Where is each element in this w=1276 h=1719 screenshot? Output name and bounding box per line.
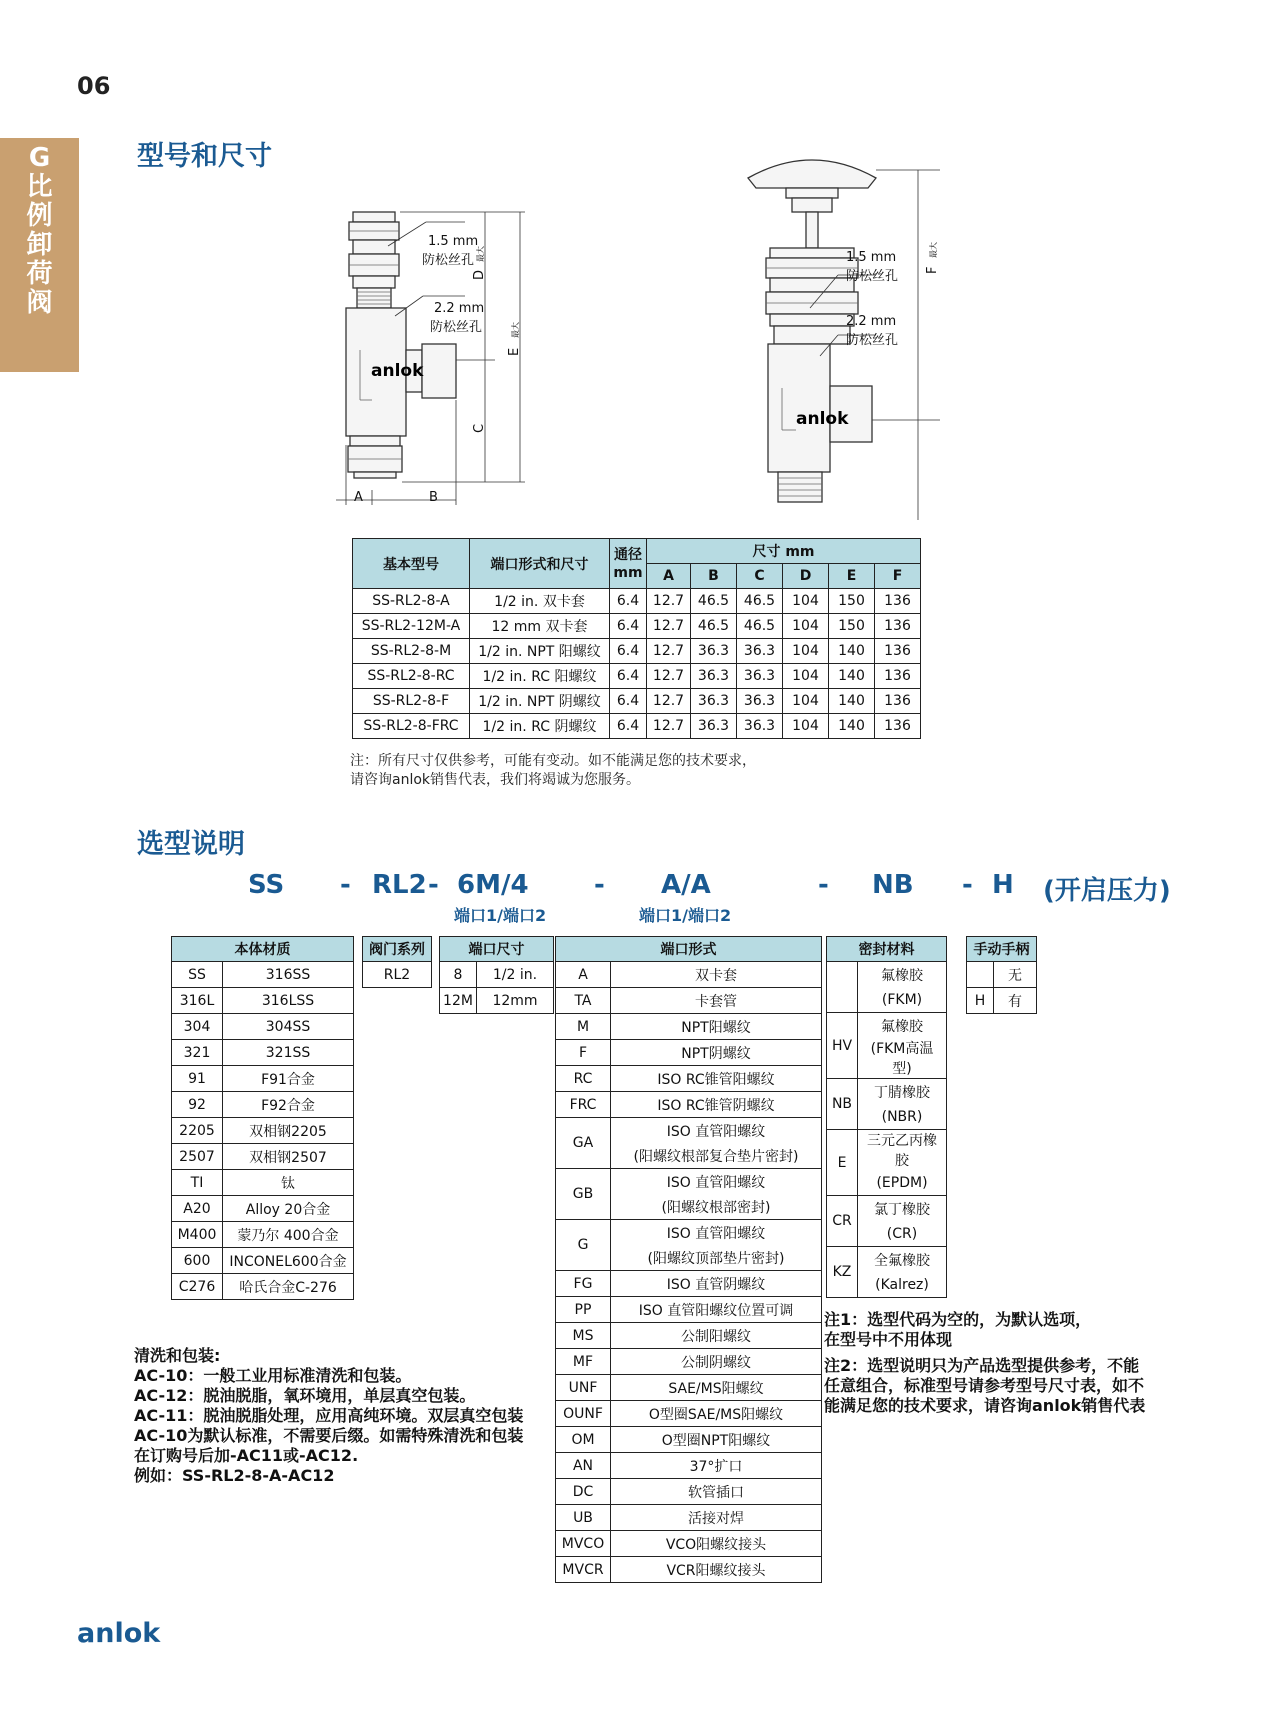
table-row bbox=[556, 1557, 822, 1583]
table-row bbox=[556, 1271, 822, 1297]
seal-code: KZ bbox=[827, 1247, 858, 1298]
material-desc: 双相钢2205 bbox=[223, 1118, 354, 1144]
material-code: 304 bbox=[172, 1014, 223, 1040]
code-port: A/A bbox=[661, 870, 711, 900]
port-desc: O型圈NPT阳螺纹 bbox=[611, 1427, 822, 1453]
cell-dim: 36.3 bbox=[691, 664, 737, 689]
table-row bbox=[556, 962, 822, 988]
dim-d-max: 最大 bbox=[476, 246, 485, 262]
cell-dim: 104 bbox=[783, 639, 829, 664]
seal-desc: 全氟橡胶 bbox=[858, 1247, 947, 1273]
selection-notes bbox=[824, 1310, 1145, 1416]
cell-port: 1/2 in. 双卡套 bbox=[470, 589, 610, 614]
valve-drawing-left bbox=[330, 200, 560, 515]
cell-model: SS-RL2-12M-A bbox=[353, 614, 470, 639]
table-row bbox=[556, 1066, 822, 1092]
cell-dim: 136 bbox=[875, 714, 921, 739]
port-code: UB bbox=[556, 1505, 611, 1531]
port-desc: (阳螺纹根部密封) bbox=[611, 1194, 822, 1220]
material-code: 91 bbox=[172, 1066, 223, 1092]
size-desc: 12mm bbox=[477, 988, 554, 1014]
cell-port: 1/2 in. NPT 阳螺纹 bbox=[470, 639, 610, 664]
hole1-label-right: 防松丝孔 bbox=[846, 269, 899, 284]
port-size-table bbox=[439, 936, 554, 1014]
cleaning-line: 清洗和包装: bbox=[134, 1346, 221, 1365]
cell-dim: 150 bbox=[829, 614, 875, 639]
code-pressure: (开启压力) bbox=[1043, 876, 1171, 906]
port-code: G bbox=[556, 1220, 611, 1271]
table-row bbox=[556, 1169, 822, 1195]
material-desc: 钛 bbox=[223, 1170, 354, 1196]
table-row bbox=[967, 988, 1037, 1014]
table-row bbox=[556, 1479, 822, 1505]
seal-desc: 丁腈橡胶 bbox=[858, 1079, 947, 1105]
material-desc: F91合金 bbox=[223, 1066, 354, 1092]
seal-desc: (NBR) bbox=[858, 1104, 947, 1130]
section-title-selection: 选型说明 bbox=[137, 829, 245, 860]
dim-e: E bbox=[507, 347, 522, 356]
seal-desc: (EPDM) bbox=[858, 1170, 947, 1196]
side-tab-char: 卸 bbox=[26, 230, 53, 260]
table-row bbox=[172, 1092, 354, 1118]
cell-dim: 46.5 bbox=[737, 589, 783, 614]
port-desc: NPT阳螺纹 bbox=[611, 1014, 822, 1040]
port-desc: 公制阳螺纹 bbox=[611, 1323, 822, 1349]
cell-dim: 140 bbox=[829, 689, 875, 714]
table-row bbox=[556, 1401, 822, 1427]
material-table bbox=[171, 936, 354, 1300]
port-code: OM bbox=[556, 1427, 611, 1453]
table-row bbox=[353, 689, 921, 714]
header-size: 尺寸 mm bbox=[647, 539, 921, 564]
dim-a: A bbox=[354, 490, 363, 505]
note-line: 注：所有尺寸仅供参考，可能有变动。如不能满足您的技术要求， bbox=[350, 753, 756, 769]
table-row bbox=[556, 1531, 822, 1557]
dimension-note bbox=[350, 752, 756, 790]
cell-port: 1/2 in. RC 阴螺纹 bbox=[470, 714, 610, 739]
seal-table bbox=[826, 936, 947, 1298]
table-row bbox=[556, 1014, 822, 1040]
port-desc: SAE/MS阳螺纹 bbox=[611, 1375, 822, 1401]
cell-orifice: 6.4 bbox=[610, 714, 647, 739]
port-desc: ISO 直管阳螺纹 bbox=[611, 1169, 822, 1195]
table-row bbox=[353, 614, 921, 639]
material-code: 2205 bbox=[172, 1118, 223, 1144]
table-row bbox=[172, 1014, 354, 1040]
header-col: D bbox=[783, 564, 829, 589]
cleaning-line: AC-11：脱油脱脂处理，应用高纯环境。双层真空包装 bbox=[134, 1406, 524, 1425]
table-row bbox=[556, 1220, 822, 1246]
table-row bbox=[172, 1196, 354, 1222]
cell-dim: 12.7 bbox=[647, 714, 691, 739]
cell-dim: 104 bbox=[783, 614, 829, 639]
cell-dim: 12.7 bbox=[647, 589, 691, 614]
dimension-table bbox=[352, 538, 921, 739]
port-desc: (阳螺纹顶部垫片密封) bbox=[611, 1245, 822, 1271]
port-code: TA bbox=[556, 988, 611, 1014]
port-code: MVCO bbox=[556, 1531, 611, 1557]
note-line: 在型号中不用体现 bbox=[824, 1330, 953, 1349]
handle-table bbox=[966, 936, 1037, 1014]
table-row bbox=[172, 1118, 354, 1144]
cell-orifice: 6.4 bbox=[610, 639, 647, 664]
side-tab-char: 荷 bbox=[26, 259, 53, 289]
note-line: 任意组合，标准型号请参考型号尺寸表，如不 bbox=[824, 1376, 1145, 1395]
cleaning-notes bbox=[134, 1346, 523, 1486]
code-dash: - bbox=[594, 870, 605, 900]
material-code: SS bbox=[172, 962, 223, 988]
handle-title: 手动手柄 bbox=[967, 937, 1037, 962]
series-value: RL2 bbox=[363, 962, 432, 988]
section-title-models: 型号和尺寸 bbox=[137, 141, 272, 172]
material-code: 2507 bbox=[172, 1144, 223, 1170]
table-row bbox=[556, 1505, 822, 1531]
port-desc: ISO 直管阳螺纹 bbox=[611, 1118, 822, 1144]
dim-e-max: 最大 bbox=[511, 322, 520, 338]
table-row bbox=[556, 1453, 822, 1479]
dim-b: B bbox=[429, 490, 438, 505]
cell-model: SS-RL2-8-M bbox=[353, 639, 470, 664]
table-row bbox=[353, 589, 921, 614]
hole2-label-right: 防松丝孔 bbox=[846, 333, 899, 348]
port-desc: VCR阳螺纹接头 bbox=[611, 1557, 822, 1583]
series-table bbox=[362, 936, 432, 988]
header-col: B bbox=[691, 564, 737, 589]
material-code: 92 bbox=[172, 1092, 223, 1118]
cell-dim: 36.3 bbox=[691, 639, 737, 664]
table-row bbox=[827, 1013, 947, 1039]
seal-desc: 氯丁橡胶 bbox=[858, 1196, 947, 1222]
port-label: 端口1/端口2 bbox=[454, 906, 547, 925]
cell-dim: 36.3 bbox=[737, 714, 783, 739]
code-dash: - bbox=[818, 870, 829, 900]
port-code: GA bbox=[556, 1118, 611, 1169]
header-orifice: 通径 mm bbox=[610, 539, 647, 589]
cell-dim: 140 bbox=[829, 714, 875, 739]
material-desc: INCONEL600合金 bbox=[223, 1248, 354, 1274]
table-row bbox=[172, 1066, 354, 1092]
cell-orifice: 6.4 bbox=[610, 689, 647, 714]
port-code: MS bbox=[556, 1323, 611, 1349]
port-code: AN bbox=[556, 1453, 611, 1479]
cell-dim: 12.7 bbox=[647, 614, 691, 639]
table-row bbox=[827, 1247, 947, 1273]
port-code: GB bbox=[556, 1169, 611, 1220]
code-rl2: RL2 bbox=[372, 870, 427, 900]
port-desc: VCO阳螺纹接头 bbox=[611, 1531, 822, 1557]
code-ss: SS bbox=[248, 870, 285, 900]
hole2-size: 2.2 mm bbox=[434, 301, 485, 316]
port-desc: NPT阴螺纹 bbox=[611, 1040, 822, 1066]
note-line: 注2：选型说明只为产品选型提供参考，不能 bbox=[824, 1356, 1140, 1375]
page-number: 06 bbox=[77, 72, 111, 100]
material-desc: 304SS bbox=[223, 1014, 354, 1040]
cell-orifice: 6.4 bbox=[610, 664, 647, 689]
hole1-label: 防松丝孔 bbox=[422, 253, 475, 268]
port-desc: ISO 直管阳螺纹位置可调 bbox=[611, 1297, 822, 1323]
material-code: A20 bbox=[172, 1196, 223, 1222]
port-code: MVCR bbox=[556, 1557, 611, 1583]
dim-f-max: 最大 bbox=[929, 242, 938, 258]
seal-code: NB bbox=[827, 1079, 858, 1130]
cleaning-line: AC-10为默认标准，不需要后缀。如需特殊清洗和包装 bbox=[134, 1426, 524, 1445]
cell-dim: 46.5 bbox=[691, 614, 737, 639]
cell-dim: 12.7 bbox=[647, 664, 691, 689]
hole2-size-right: 2.2 mm bbox=[846, 314, 897, 329]
seal-desc: 氟橡胶 bbox=[858, 1013, 947, 1039]
port-code: A bbox=[556, 962, 611, 988]
code-dash: - bbox=[962, 870, 973, 900]
table-row bbox=[556, 1118, 822, 1144]
table-row bbox=[827, 962, 947, 988]
header-model: 基本型号 bbox=[353, 539, 470, 589]
port-code: PP bbox=[556, 1297, 611, 1323]
header-col: A bbox=[647, 564, 691, 589]
cell-dim: 104 bbox=[783, 664, 829, 689]
material-desc: 316LSS bbox=[223, 988, 354, 1014]
port-code: FG bbox=[556, 1271, 611, 1297]
port-desc: (阳螺纹根部复合垫片密封) bbox=[611, 1143, 822, 1169]
table-row bbox=[172, 1144, 354, 1170]
brand-mark-right: anlok bbox=[796, 409, 849, 429]
table-row bbox=[172, 1248, 354, 1274]
material-code: 321 bbox=[172, 1040, 223, 1066]
material-desc: 蒙乃尔 400合金 bbox=[223, 1222, 354, 1248]
cell-dim: 36.3 bbox=[737, 639, 783, 664]
port-label: 端口1/端口2 bbox=[639, 906, 732, 925]
port-desc: 37°扩口 bbox=[611, 1453, 822, 1479]
hole1-size: 1.5 mm bbox=[428, 234, 479, 249]
handle-desc: 无 bbox=[994, 962, 1037, 988]
cell-dim: 46.5 bbox=[691, 589, 737, 614]
table-row bbox=[967, 962, 1037, 988]
dim-c: C bbox=[472, 423, 487, 433]
table-row bbox=[440, 962, 554, 988]
port-code: FRC bbox=[556, 1092, 611, 1118]
handle-code bbox=[967, 962, 994, 988]
cell-port: 12 mm 双卡套 bbox=[470, 614, 610, 639]
size-code: 12M bbox=[440, 988, 477, 1014]
seal-desc: 氟橡胶 bbox=[858, 962, 947, 988]
header-port: 端口形式和尺寸 bbox=[470, 539, 610, 589]
cell-dim: 136 bbox=[875, 589, 921, 614]
table-row bbox=[827, 1130, 947, 1171]
hole1-size-right: 1.5 mm bbox=[846, 250, 897, 265]
table-row bbox=[556, 1040, 822, 1066]
header-col: E bbox=[829, 564, 875, 589]
cell-dim: 136 bbox=[875, 614, 921, 639]
port-code: UNF bbox=[556, 1375, 611, 1401]
dim-d: D bbox=[472, 269, 487, 280]
code-handle: H bbox=[992, 870, 1014, 900]
port-desc: 软管插口 bbox=[611, 1479, 822, 1505]
cell-model: SS-RL2-8-RC bbox=[353, 664, 470, 689]
port-code: F bbox=[556, 1040, 611, 1066]
cleaning-line: AC-12：脱油脱脂，氧环境用，单层真空包装。 bbox=[134, 1386, 476, 1405]
table-row bbox=[827, 1079, 947, 1105]
material-desc: 双相钢2507 bbox=[223, 1144, 354, 1170]
side-tab-char: 比 bbox=[26, 172, 53, 202]
cell-dim: 150 bbox=[829, 589, 875, 614]
cell-dim: 136 bbox=[875, 689, 921, 714]
table-row bbox=[172, 1274, 354, 1300]
port-desc: O型圈SAE/MS阳螺纹 bbox=[611, 1401, 822, 1427]
table-row bbox=[556, 1092, 822, 1118]
port-desc: 公制阴螺纹 bbox=[611, 1349, 822, 1375]
seal-code: CR bbox=[827, 1196, 858, 1247]
material-desc: 321SS bbox=[223, 1040, 354, 1066]
port-type-table bbox=[555, 936, 822, 1583]
port-code: RC bbox=[556, 1066, 611, 1092]
note-line: 能满足您的技术要求，请咨询anlok销售代表 bbox=[824, 1396, 1146, 1415]
port-code: DC bbox=[556, 1479, 611, 1505]
material-desc: Alloy 20合金 bbox=[223, 1196, 354, 1222]
table-row bbox=[172, 1222, 354, 1248]
seal-code: HV bbox=[827, 1013, 858, 1079]
valve-drawing-right bbox=[740, 150, 950, 520]
port-desc: ISO 直管阳螺纹 bbox=[611, 1220, 822, 1246]
brand-logo: anlok bbox=[77, 1618, 161, 1649]
cell-orifice: 6.4 bbox=[610, 589, 647, 614]
code-size: 6M/4 bbox=[457, 870, 529, 900]
seal-desc: (FKM) bbox=[858, 987, 947, 1013]
port-code: MF bbox=[556, 1349, 611, 1375]
table-row bbox=[172, 988, 354, 1014]
handle-desc: 有 bbox=[994, 988, 1037, 1014]
hole2-label: 防松丝孔 bbox=[430, 320, 483, 335]
material-desc: 哈氏合金C-276 bbox=[223, 1274, 354, 1300]
material-code: 316L bbox=[172, 988, 223, 1014]
size-code: 8 bbox=[440, 962, 477, 988]
port-desc: ISO 直管阴螺纹 bbox=[611, 1271, 822, 1297]
dim-f: F bbox=[925, 266, 940, 274]
cell-dim: 104 bbox=[783, 589, 829, 614]
header-col: F bbox=[875, 564, 921, 589]
material-code: TI bbox=[172, 1170, 223, 1196]
table-row bbox=[353, 664, 921, 689]
code-dash: - bbox=[428, 870, 439, 900]
material-code: 600 bbox=[172, 1248, 223, 1274]
port-desc: ISO RC锥管阴螺纹 bbox=[611, 1092, 822, 1118]
seal-desc: (CR) bbox=[858, 1221, 947, 1247]
cell-dim: 36.3 bbox=[737, 689, 783, 714]
seal-title: 密封材料 bbox=[827, 937, 947, 962]
code-seal: NB bbox=[872, 870, 914, 900]
table-row bbox=[172, 1040, 354, 1066]
port-size-title: 端口尺寸 bbox=[440, 937, 554, 962]
cell-dim: 136 bbox=[875, 639, 921, 664]
cell-dim: 36.3 bbox=[691, 714, 737, 739]
brand-mark: anlok bbox=[371, 361, 424, 381]
cell-port: 1/2 in. RC 阳螺纹 bbox=[470, 664, 610, 689]
cell-model: SS-RL2-8-A bbox=[353, 589, 470, 614]
cell-model: SS-RL2-8-FRC bbox=[353, 714, 470, 739]
seal-desc: (FKM高温型) bbox=[858, 1038, 947, 1079]
port-desc: 双卡套 bbox=[611, 962, 822, 988]
table-row bbox=[353, 639, 921, 664]
cell-dim: 46.5 bbox=[737, 614, 783, 639]
cell-dim: 140 bbox=[829, 639, 875, 664]
cell-orifice: 6.4 bbox=[610, 614, 647, 639]
cell-dim: 104 bbox=[783, 689, 829, 714]
cell-dim: 12.7 bbox=[647, 689, 691, 714]
cell-dim: 136 bbox=[875, 664, 921, 689]
material-code: C276 bbox=[172, 1274, 223, 1300]
table-row bbox=[556, 1297, 822, 1323]
cell-dim: 36.3 bbox=[737, 664, 783, 689]
note-line: 注1：选型代码为空的，为默认选项， bbox=[824, 1310, 1092, 1329]
cleaning-line: 例如：SS-RL2-8-A-AC12 bbox=[134, 1466, 335, 1485]
side-tab-char: 阀 bbox=[26, 288, 53, 318]
port-desc: ISO RC锥管阳螺纹 bbox=[611, 1066, 822, 1092]
port-code: OUNF bbox=[556, 1401, 611, 1427]
series-title: 阀门系列 bbox=[363, 937, 432, 962]
table-row bbox=[556, 988, 822, 1014]
port-code: M bbox=[556, 1014, 611, 1040]
cell-dim: 36.3 bbox=[691, 689, 737, 714]
seal-code: E bbox=[827, 1130, 858, 1196]
header-col: C bbox=[737, 564, 783, 589]
material-code: M400 bbox=[172, 1222, 223, 1248]
table-row bbox=[556, 1323, 822, 1349]
port-type-title: 端口形式 bbox=[556, 937, 822, 962]
table-row bbox=[440, 988, 554, 1014]
material-desc: 316SS bbox=[223, 962, 354, 988]
cell-dim: 140 bbox=[829, 664, 875, 689]
seal-desc: (Kalrez) bbox=[858, 1272, 947, 1298]
cleaning-line: AC-10：一般工业用标准清洗和包装。 bbox=[134, 1366, 412, 1385]
table-row bbox=[556, 1375, 822, 1401]
cell-dim: 12.7 bbox=[647, 639, 691, 664]
code-dash: - bbox=[340, 870, 351, 900]
handle-code: H bbox=[967, 988, 994, 1014]
cell-model: SS-RL2-8-F bbox=[353, 689, 470, 714]
cleaning-line: 在订购号后加-AC11或-AC12. bbox=[134, 1446, 359, 1465]
table-row bbox=[172, 962, 354, 988]
table-row bbox=[827, 1196, 947, 1222]
port-desc: 卡套管 bbox=[611, 988, 822, 1014]
port-desc: 活接对焊 bbox=[611, 1505, 822, 1531]
note-line: 请咨询anlok销售代表，我们将竭诚为您服务。 bbox=[350, 772, 641, 788]
material-title: 本体材质 bbox=[172, 937, 354, 962]
material-desc: F92合金 bbox=[223, 1092, 354, 1118]
seal-code bbox=[827, 962, 858, 1013]
table-row bbox=[353, 714, 921, 739]
table-row bbox=[556, 1427, 822, 1453]
table-row bbox=[556, 1349, 822, 1375]
seal-desc: 三元乙丙橡胶 bbox=[858, 1130, 947, 1171]
table-row bbox=[172, 1170, 354, 1196]
cell-dim: 104 bbox=[783, 714, 829, 739]
cell-port: 1/2 in. NPT 阴螺纹 bbox=[470, 689, 610, 714]
side-tab-char: G bbox=[28, 143, 51, 173]
side-tab-char: 例 bbox=[26, 201, 53, 231]
side-tab bbox=[0, 138, 79, 372]
size-desc: 1/2 in. bbox=[477, 962, 554, 988]
